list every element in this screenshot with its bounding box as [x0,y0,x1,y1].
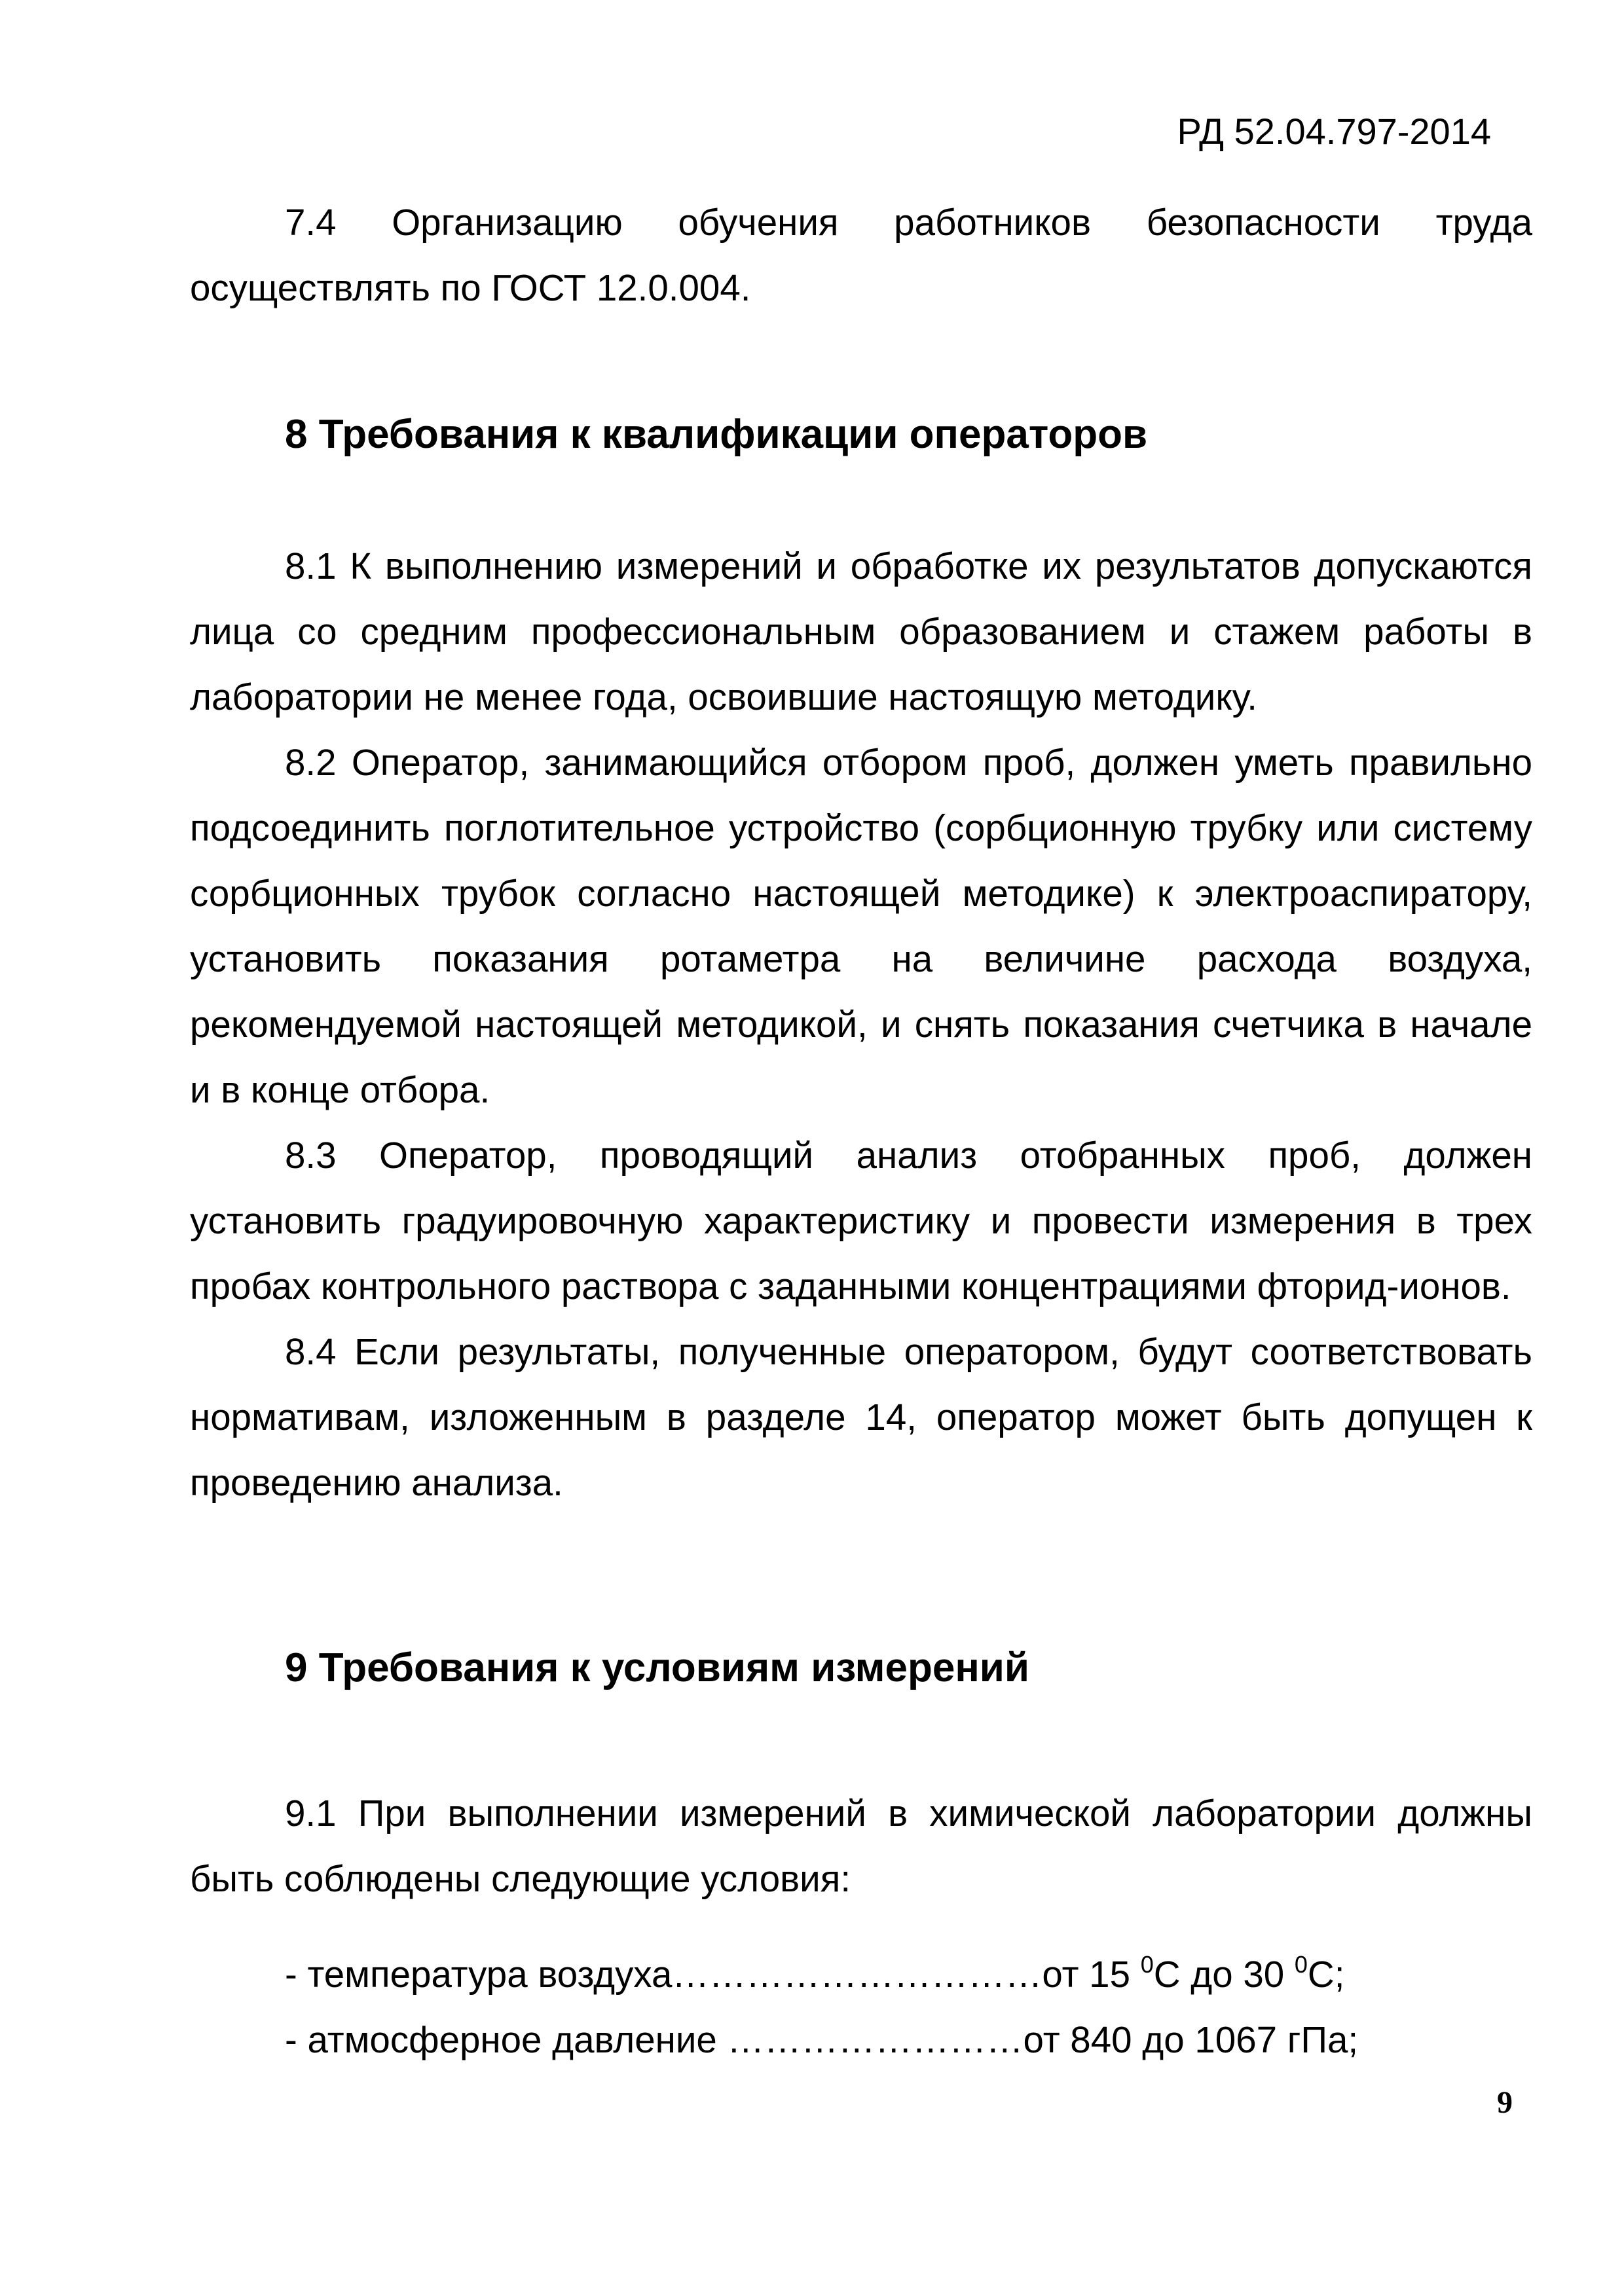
paragraph-8-2: 8.2 Оператор, занимающийся отбором проб, должен уметь правильно подсоединить поглотительное устройство (сорбционную трубку или систему сорбционных трубок согласно настоящей методике) к электроаспиратору, установить показания ротаметра на величине расхода воздуха, рекомендуемой настоящей методикой, и снять показания счетчика в начале и в конце отбора. [190,742,1532,1110]
condition-temperature-from: от 15 [1042,1954,1141,1995]
paragraph-8-1: 8.1 К выполнению измерений и обработке их результатов допускаются лица со средним профессиональным образованием и стажем работы в лаборатории не менее года, освоившие настоящую методику. [190,545,1532,718]
paragraph-7-4: 7.4 Организацию обучения работников безопасности труда осуществлять по ГОСТ 12.0.004. [190,202,1532,308]
condition-pressure-label: - атмосферное давление [285,2019,728,2060]
condition-pressure-value: от 840 до 1067 гПа; [1023,2019,1359,2060]
condition-temperature-label: - температура воздуха [285,1954,673,1995]
paragraph-9-1: 9.1 При выполнении измерений в химической лаборатории должны быть соблюдены следующие условия: [190,1793,1532,1899]
paragraph-8-4: 8.4 Если результаты, полученные оператором, будут соответствовать нормативам, изложенным в разделе 14, оператор может быть допущен к проведению анализа. [190,1331,1532,1503]
condition-pressure [285,2014,1358,2066]
paragraph-8-3: 8.3 Оператор, проводящий анализ отобранных проб, должен установить градуировочную характеристику и провести измерения в трех пробах контрольного раствора с заданными концентрациями фторид-ионов. [190,1135,1532,1307]
page-number: 9 [1497,2085,1513,2120]
degree-superscript: 0 [1294,1951,1308,1978]
condition-pressure-dots: …………………… [727,2019,1024,2060]
condition-temperature [285,1948,1344,2001]
condition-temperature-end: С; [1307,1954,1345,1995]
degree-superscript: 0 [1140,1951,1154,1978]
document-code: РД 52.04.797-2014 [1177,111,1491,152]
condition-temperature-mid: С до 30 [1153,1954,1295,1995]
section-8-title: 8 Требования к квалификации операторов [285,412,1148,457]
section-9-title: 9 Требования к условиям измерений [285,1645,1030,1690]
condition-temperature-dots: ………………………… [672,1954,1043,1995]
